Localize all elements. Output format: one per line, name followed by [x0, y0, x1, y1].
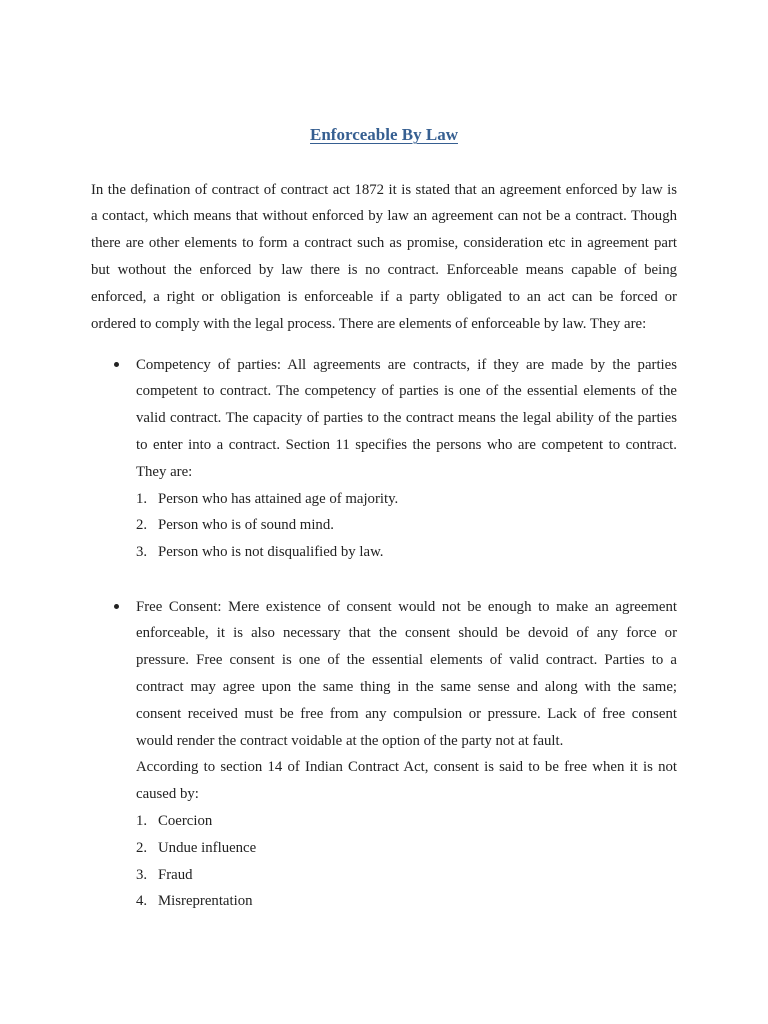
- item-number: 2.: [136, 839, 148, 856]
- numbered-item: [136, 808, 677, 835]
- numbered-list: [136, 808, 677, 915]
- bullet-paragraph: [136, 352, 677, 486]
- bullet-paragraph: [136, 754, 677, 808]
- bullet-text-line: They are:: [136, 463, 193, 480]
- intro-line: but wothout the enforced by law there is no contract. Enforceable means capable of being: [91, 261, 677, 278]
- item-text: Person who has attained age of majority.: [158, 490, 399, 507]
- numbered-item: [136, 862, 677, 889]
- bullet-text-line: Free Consent: Mere existence of consent would not be enough to make an agreement: [136, 598, 677, 615]
- bullet-text-line: contract may agree upon the same thing in the same sense and along with the same;: [136, 678, 677, 695]
- item-number: 2.: [136, 517, 148, 534]
- intro-line: In the defination of contract of contract act 1872 it is stated that an agreement enforced by law is: [91, 181, 677, 198]
- item-number: 4.: [136, 893, 148, 910]
- bullet-paragraph: [136, 594, 677, 755]
- document-title: [0, 121, 768, 149]
- numbered-item: [136, 835, 677, 862]
- bullet-text-line: would render the contract voidable at the option of the party not at fault.: [136, 732, 564, 749]
- bullet-icon: [114, 604, 119, 609]
- document-title-text: Enforceable By Law: [310, 125, 458, 144]
- item-text: Fraud: [158, 866, 193, 883]
- item-text: Person who is of sound mind.: [158, 517, 334, 534]
- bullet-text-line: valid contract. The capacity of parties to the contract means the legal ability of the parties: [136, 410, 677, 427]
- bullet-text-line: to enter into a contract. Section 11 specifies the persons who are competent to contract.: [136, 436, 677, 453]
- numbered-list: [136, 486, 677, 566]
- item-text: Coercion: [158, 812, 213, 829]
- item-number: 1.: [136, 490, 148, 507]
- intro-line: enforced, a right or obligation is enforceable if a party obligated to an act can be forced or: [91, 288, 677, 305]
- bullet-text-line: Competency of parties: All agreements are contracts, if they are made by the parties: [136, 356, 677, 373]
- numbered-item: [136, 888, 677, 915]
- item-text: Misreprentation: [158, 893, 253, 910]
- numbered-item: [136, 486, 677, 513]
- item-number: 3.: [136, 544, 148, 561]
- bullet-icon: [114, 362, 119, 367]
- bullet-text-line: consent received must be free from any compulsion or pressure. Lack of free consent: [136, 705, 677, 722]
- bullet-body: [136, 352, 677, 566]
- bullet-text-line: pressure. Free consent is one of the essential elements of valid contract. Parties to a: [136, 652, 677, 669]
- numbered-item: [136, 539, 677, 566]
- bullet-body: [136, 594, 677, 916]
- intro-paragraph: [91, 177, 677, 338]
- bullet-text-line: caused by:: [136, 786, 199, 803]
- intro-line: there are other elements to form a contract such as promise, consideration etc in agreement part: [91, 235, 677, 252]
- intro-line: ordered to comply with the legal process. There are elements of enforceable by law. They are:: [91, 315, 647, 332]
- bullet-item-free-consent: [91, 594, 677, 916]
- bullet-item-competency: [91, 352, 677, 566]
- numbered-item: [136, 512, 677, 539]
- bullet-text-line: According to section 14 of Indian Contract Act, consent is said to be free when it is not: [136, 759, 677, 776]
- item-text: Person who is not disqualified by law.: [158, 544, 384, 561]
- bullet-text-line: enforceable, it is also necessary that the consent should be devoid of any force or: [136, 625, 677, 642]
- bullet-text-line: competent to contract. The competency of parties is one of the essential elements of the: [136, 383, 677, 400]
- item-number: 1.: [136, 812, 148, 829]
- intro-line: a contact, which means that without enforced by law an agreement can not be a contract. Though: [91, 208, 677, 225]
- item-text: Undue influence: [158, 839, 257, 856]
- item-number: 3.: [136, 866, 148, 883]
